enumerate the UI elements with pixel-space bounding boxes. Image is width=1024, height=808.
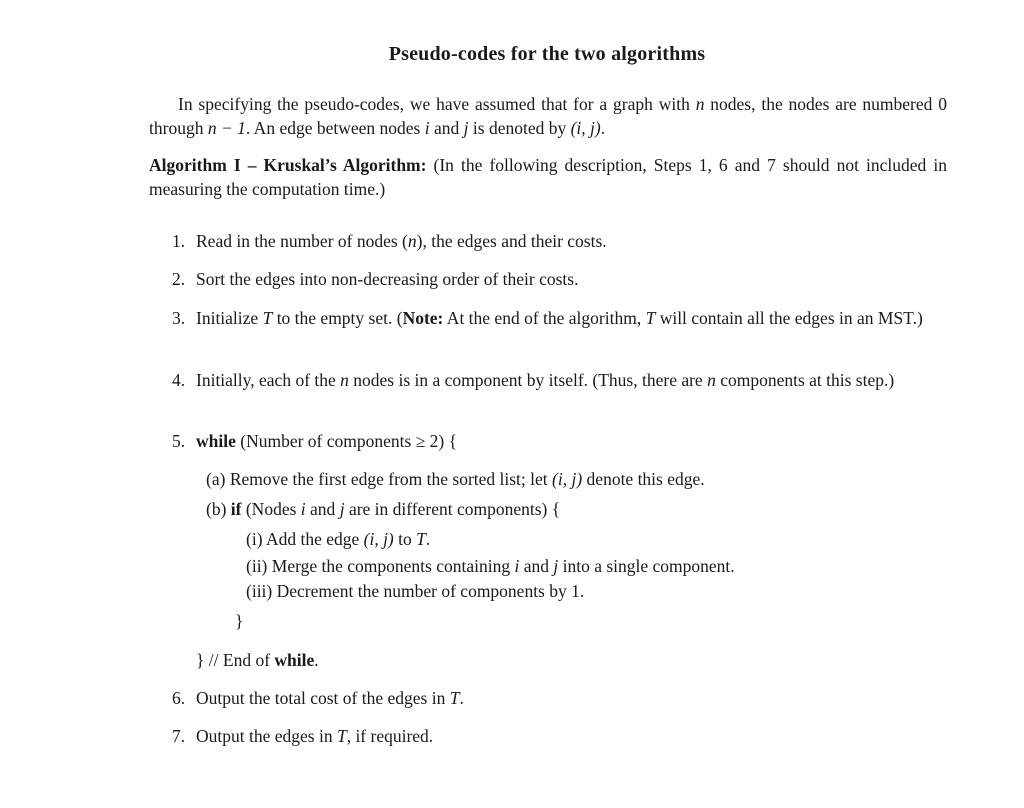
intro-text: and [429,118,464,138]
step-text: nodes is in a component by itself. (Thus, there are [348,370,708,390]
step-7-text [196,725,946,748]
math-i: i [300,499,306,519]
step-text: Output the edges in [196,726,337,746]
math-n: n [340,370,349,390]
math-ij: (i, j) [552,469,583,489]
substep-b [206,498,560,520]
close-if-brace: } [235,611,244,631]
substep-iii [246,580,584,602]
math-ij: (i, j) [363,529,394,549]
math-j: j [463,118,469,138]
step-text: Output the total cost of the edges in [196,688,450,708]
step-text: ), the edges and their costs. [416,231,607,251]
math-n: n [407,231,417,251]
step-text: Merge the components containing [267,556,515,576]
keyword-while: while [274,650,315,670]
end-while [196,649,319,671]
step-1-text [196,230,946,253]
step-5-while [196,430,457,452]
step-3-number: 3. [172,308,186,328]
step-4-number: 4. [172,370,186,390]
math-n: n [707,370,716,390]
math-T: T [449,688,460,708]
keyword-if: if [230,499,242,519]
note-label: Note: [402,308,444,328]
step-text: Remove the first edge from the sorted list; let [225,469,553,489]
step-text: into a single component. [558,556,735,576]
intro-text: nodes, the nodes are numbered 0 through [149,94,947,138]
math-i: i [514,556,520,576]
intro-paragraph [149,92,947,140]
step-text: denote this edge. [582,469,705,489]
step-text: . [459,688,464,708]
algorithm-heading: Algorithm I – Kruskal’s Algorithm: [149,155,427,175]
intro-text: . [600,118,606,138]
step-text: . [314,650,319,670]
step-3-text [196,307,946,330]
step-text: to the empty set. ( [272,308,403,328]
substep-a [206,468,705,490]
step-text: Initially, each of the [196,370,341,390]
step-text: At the end of the algorithm, [443,308,646,328]
step-6-number: 6. [172,688,186,708]
step-text: Initialize [196,308,263,328]
page-title: Pseudo-codes for the two algorithms [388,43,706,65]
algorithm-description: (In the following description, Steps 1, 6 and 7 should not included in measuring the computation time.) [149,155,947,199]
step-text: } // End of [196,650,275,670]
math-T: T [336,726,347,746]
step-text: (Nodes [241,499,301,519]
step-1-number: 1. [172,231,186,251]
step-text: Decrement the number of components by 1. [272,581,585,601]
step-2-number: 2. [172,269,186,289]
substep-i [246,528,430,550]
intro-text: . An edge between nodes [245,118,425,138]
math-j: j [339,499,345,519]
substep-label: (ii) [246,556,268,576]
step-4-text [196,369,946,392]
math-T: T [262,308,273,328]
substep-ii [246,555,735,577]
step-text: Read in the number of nodes ( [196,231,408,251]
step-text: are in different components) { [344,499,561,519]
substep-label: (a) [206,469,226,489]
step-text: to [393,529,417,549]
step-text: , if required. [346,726,434,746]
math-n-minus-1: n − 1 [207,118,246,138]
substep-label: (i) [246,529,263,549]
math-n: n [695,94,705,114]
keyword-while: while [196,431,236,451]
step-7-number: 7. [172,726,186,746]
intro-text: In specifying the pseudo-codes, we have assumed that for a graph with [178,94,696,114]
substep-label: (b) [206,499,227,519]
math-i: i [424,118,430,138]
algorithm-paragraph [149,153,947,201]
step-5-number: 5. [172,431,186,451]
step-text: . [425,529,431,549]
math-j: j [553,556,559,576]
step-text: components at this step.) [715,370,895,390]
math-T: T [416,529,426,549]
step-text: Add the edge [262,529,364,549]
step-text: and [305,499,340,519]
step-text: will contain all the edges in an MST.) [655,308,923,328]
substep-label: (iii) [246,581,273,601]
step-2-text: Sort the edges into non-decreasing order of their costs. [196,269,579,289]
while-condition: (Number of components ≥ 2) { [235,431,458,451]
step-text: and [519,556,554,576]
intro-text: is denoted by [468,118,571,138]
step-6-text [196,687,946,710]
math-ij: (i, j) [570,118,601,138]
math-T: T [645,308,656,328]
